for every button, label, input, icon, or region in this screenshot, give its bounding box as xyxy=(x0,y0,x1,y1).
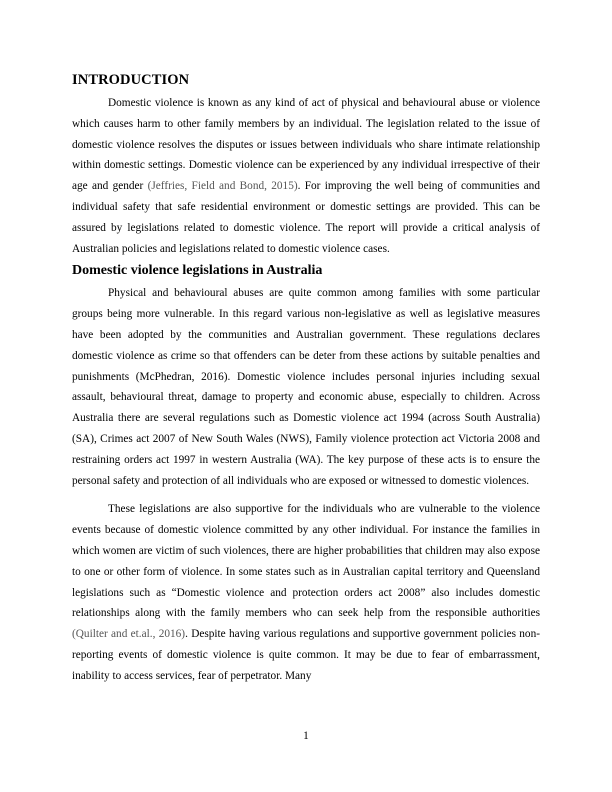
citation-jeffries: (Jeffries, Field and Bond, 2015) xyxy=(147,180,298,193)
legislation-paragraph-2 xyxy=(72,499,540,686)
legislation-paragraph-1: Physical and behavioural abuses are quite common among families with some particular groups being more vulnerable. In this regard various non-legislative as well as legislative measures have been adopted by the communities and Australian government. These regulations declares domestic violence as crime so that offenders can be deter from these actions by suitable penalties and punishments (McPhedran, 2016). Domestic violence includes personal injuries including sexual assault, behavioural threat, damage to property and economic abuse, especially to children. Across Australia there are several regulations such as Domestic violence act 1994 (across South Australia) (SA), Crimes act 2007 of New South Wales (NWS), Family violence protection act Victoria 2008 and restraining orders act 1997 in western Australia (WA). The key purpose of these acts is to ensure the personal safety and protection of all individuals who are exposed or witnessed to domestic violences. xyxy=(72,287,540,487)
intro-text-part-2: . For improving the well being of communities and individual safety that safe residential environment or domestic settings are provided. This can be assured by legislations related to domestic violence. The report will provide a critical analysis of Australian policies and legislations related to domestic violence cases. xyxy=(72,180,540,255)
leg-p2-text-part-2: . Despite having various regulations and supportive government policies non-reporting events of domestic violence is quite common. It may be due to fear of embarrassment, inability to access services, fear of perpetrator. Many xyxy=(72,628,540,682)
intro-text-part-1: Domestic violence is known as any kind of act of physical and behavioural abuse or violence which causes harm to other family members by an individual. The legislation related to the issue of domestic violence resolves the disputes or issues between individuals who share intimate relationship within domestic settings. Domestic violence can be experienced by any individual irrespective of their age and gender xyxy=(72,97,540,193)
page-number: 1 xyxy=(303,730,309,742)
citation-quilter: (Quilter and et.al., 2016) xyxy=(72,628,186,641)
introduction-paragraph xyxy=(72,93,540,259)
leg-p2-text-part-1: These legislations are also supportive for the individuals who are vulnerable to the violence events because of domestic violence committed by any other individual. For instance the families in which women are victim of such violences, there are higher probabilities that children may also expose to one or other form of violence. In some states such as in Australian capital territory and Queensland legislations such as “Domestic violence and protection orders act 2008” also includes domestic relationships along with the family members who can seek help from the responsible authorities xyxy=(72,503,540,620)
legislation-heading: Domestic violence legislations in Australia xyxy=(72,263,323,279)
document-page xyxy=(72,70,540,687)
introduction-heading: INTRODUCTION xyxy=(72,72,190,88)
